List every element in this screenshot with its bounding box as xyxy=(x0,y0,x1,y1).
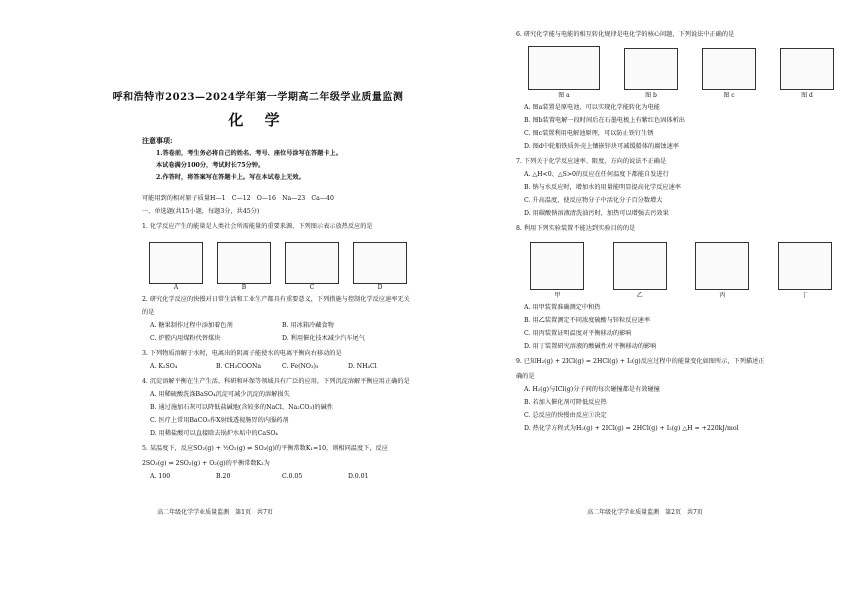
q2-option-d: D. 利用催化技术减少汽车尾气 xyxy=(282,335,365,342)
q9-option-b: B. 若加入催化剂可降低反应热 xyxy=(524,399,607,406)
exam-subject: 化 学 xyxy=(228,111,288,129)
q8-option-b: B. 用乙装置测定不同浓度硫酸与锌粒反应速率 xyxy=(524,317,651,324)
q6-figure-b xyxy=(624,48,678,90)
question-9a: 9. 已知H₂(g) + 2ICl(g) = 2HCl(g) + I₂(g)反应过程中的能量变化如图所示，下列描述正 xyxy=(516,358,765,365)
q3-option-b: B. CH₃COONa xyxy=(216,363,262,370)
notice-heading: 注意事项: xyxy=(142,136,173,145)
question-3: 3. 下列物质溶解于水时，电离出的阴离子能使水的电离平衡向右移动的是 xyxy=(142,350,342,357)
question-6: 6. 研究化学能与电能的相互转化规律是电化学的核心问题，下列说法中正确的是 xyxy=(516,31,735,38)
question-5b: 2SO₃(g) ⇌ 2SO₂(g) + O₂(g)的平衡常数K₂为 xyxy=(142,460,270,467)
q9-option-d: D. 热化学方程式为H₂(g) + 2ICl(g) = 2HCl(g) + I₂(g) △H = +220kJ/mol xyxy=(524,425,739,432)
q5-option-d: D.0.01 xyxy=(348,473,369,480)
q2-option-c: C. 炉膛内用煤粉代替煤块 xyxy=(150,335,221,342)
q8-option-d: D. 用丁装置研究溶液的酸碱性对平衡移动的影响 xyxy=(524,343,657,350)
question-9b: 确的是 xyxy=(516,373,535,380)
q2-option-a: A. 糖果制作过程中添加着色剂 xyxy=(150,322,233,329)
q8-figure-jia xyxy=(530,242,584,290)
q5-option-a: A. 100 xyxy=(150,473,171,480)
q7-option-a: A. △H<0、△S>0的反应在任何温度下都能自发进行 xyxy=(524,171,669,178)
notice-2: 本试卷满分100分，考试时长75分钟。 xyxy=(156,162,265,169)
q6-option-d: D. 图d中轮船铁质外壳上镶嵌锌块可减缓船体的腐蚀速率 xyxy=(524,143,679,150)
atomic-mass-line: 可能用到的相对原子质量H—1 C—12 O—16 Na—23 Ca—40 xyxy=(142,195,334,202)
exam-title: 呼和浩特市2023—2024学年第一学期高二年级学业质量监测 xyxy=(112,92,404,103)
q7-option-d: D. 用碳酸钠溶液清洗油污时，加热可以增强去污效果 xyxy=(524,210,669,217)
q8-option-a: A. 用甲装置准确测定中和热 xyxy=(524,304,601,311)
q3-option-c: C. Fe(NO₃)₃ xyxy=(282,363,319,370)
q4-option-c: C. 医疗上常用BaCO₃作X射线透视肠胃的内服药剂 xyxy=(150,417,289,424)
q8-figures: 甲 乙 丙 丁 xyxy=(516,237,846,299)
q5-option-c: C.0.05 xyxy=(282,473,303,480)
q8-figure-yi xyxy=(613,242,667,290)
q8-figure-bing xyxy=(695,242,749,290)
q6-figure-c xyxy=(702,48,756,90)
q3-option-a: A. K₂SO₄ xyxy=(150,363,178,370)
notice-1: 1.答卷前，考生务必将自己的姓名、考号、座位号涂写在答题卡上。 xyxy=(156,150,342,157)
page-footer-left: 高二年级化学学业质量监测 第1页 共7页 xyxy=(157,509,273,516)
q8-option-c: C. 用丙装置证明温度对平衡移动的影响 xyxy=(524,330,632,337)
q2-option-b: B. 用冰箱冷藏食物 xyxy=(282,322,334,329)
page-footer-right: 高二年级化学学业质量监测 第2页 共7页 xyxy=(587,509,703,516)
notice-3: 2.作答时，将答案写在答题卡上。写在本试卷上无效。 xyxy=(156,174,305,181)
q7-option-b: B. 钠与水反应时，增加水的用量能明显提高化学反应速率 xyxy=(524,184,681,191)
q1-figure-b xyxy=(217,242,271,284)
question-8: 8. 利用下列实验装置不能达到实验目的的是 xyxy=(516,225,636,232)
q1-figures: A B C D xyxy=(142,235,414,291)
q7-option-c: C. 升高温度，使反应物分子中活化分子百分数增大 xyxy=(524,197,663,204)
q6-figure-d xyxy=(780,48,834,90)
question-5a: 5. 某温度下，反应SO₂(g) + ½O₂(g) ⇌ SO₃(g)的平衡常数K₁=10，则相同温度下，反应 xyxy=(142,445,388,452)
q8-figure-ding xyxy=(778,242,832,290)
q1-figure-c xyxy=(285,242,339,284)
question-2: 2. 研究化学反应的快慢对日常生活和工业生产都具有重要意义，下列措施与控制化学反应速率无关的是 xyxy=(142,296,410,316)
q6-option-b: B. 图b装置电解一段时间后在石墨电极上有紫红色固体析出 xyxy=(524,117,685,124)
page-right xyxy=(430,0,860,608)
q6-figures: 图 a 图 b 图 c 图 d xyxy=(516,43,846,99)
question-4: 4. 沉淀溶解平衡在生产生活、科研和环保等领域具有广泛的应用，下列沉淀溶解平衡应用正确的是 xyxy=(142,378,410,385)
q6-option-a: A. 图a装置是原电池，可以实现化学能转化为电能 xyxy=(524,104,660,111)
question-7: 7. 下列关于化学反应速率、限度、方向的说法不正确是 xyxy=(516,158,667,165)
question-1: 1. 化学反应产生的能量是人类社会所需能量的重要来源，下列图示表示放热反应的是 xyxy=(142,223,373,230)
section-heading: 一、单选题(共15小题，每题3分，共45分) xyxy=(142,208,260,215)
q1-figure-a xyxy=(149,242,203,284)
q6-option-c: C. 图c装置利用电解池原理，可以防止铁钉生锈 xyxy=(524,130,654,137)
q9-option-a: A. H₂(g)与ICl(g)分子间的每次碰撞都是有效碰撞 xyxy=(524,386,660,393)
q4-option-a: A. 用稀硫酸洗涤BaSO₄沉淀可减少沉淀的溶解损失 xyxy=(150,391,290,398)
q6-figure-a xyxy=(528,46,600,90)
q4-option-d: D. 用稀盐酸可以直接除去锅炉水垢中的CaSO₄ xyxy=(150,430,278,437)
q9-option-c: C. 总反应的快慢由反应①决定 xyxy=(524,412,607,419)
q4-option-b: B. 通过施加石灰可以降低盐碱地(含较多的NaCl、Na₂CO₃)的碱性 xyxy=(150,404,333,411)
q3-option-d: D. NH₄Cl xyxy=(348,363,377,370)
q5-option-b: B.20 xyxy=(216,473,231,480)
q1-figure-d xyxy=(353,242,407,284)
